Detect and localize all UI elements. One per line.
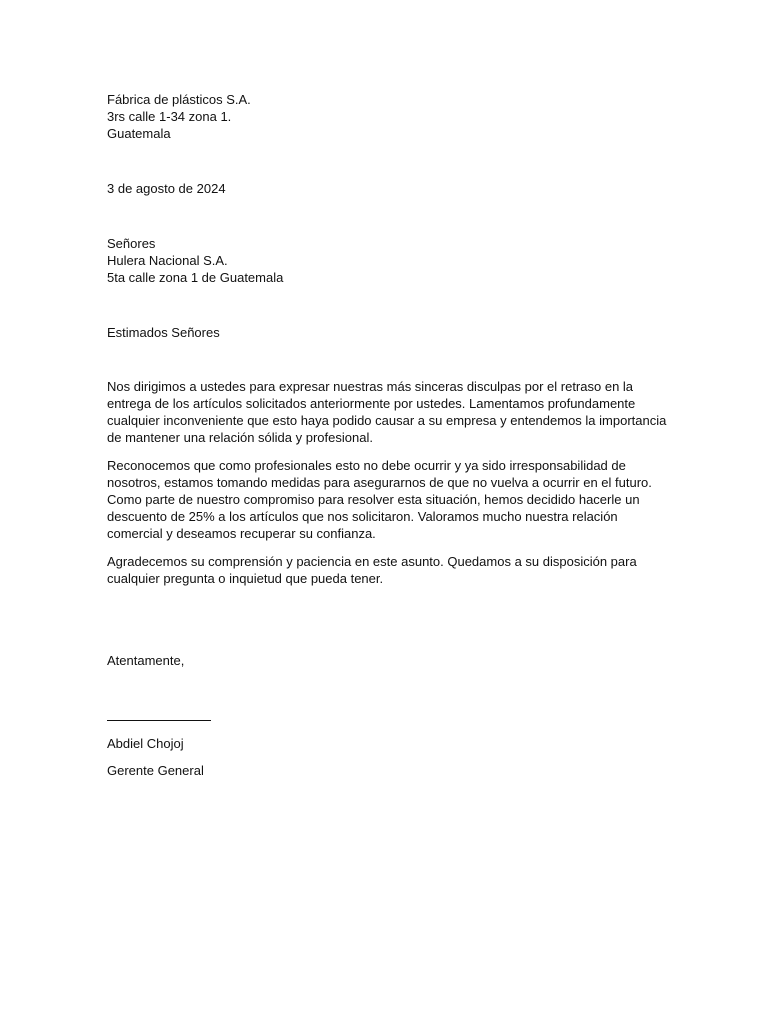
- sender-company: Fábrica de plásticos S.A.: [107, 92, 251, 107]
- signer-name: Abdiel Chojoj: [107, 736, 184, 751]
- letter-date: 3 de agosto de 2024: [107, 181, 226, 196]
- body-paragraph-1: Nos dirigimos a ustedes para expresar nuestras más sinceras disculpas por el retraso en la entrega de los artículos solicitados anteriormente por ustedes. Lamentamos profundamente cualquier inconveniente que esto haya podido causar a su empresa y entendemos la importancia de mantener una relación sólida y profesional.: [107, 379, 667, 445]
- body-paragraph-3: Agradecemos su comprensión y paciencia en este asunto. Quedamos a su disposición para cualquier pregunta o inquietud que pueda tener.: [107, 554, 637, 586]
- closing: Atentamente,: [107, 653, 185, 668]
- signer-title: Gerente General: [107, 763, 204, 778]
- sender-address: 3rs calle 1-34 zona 1.: [107, 109, 232, 124]
- body-paragraph-2: Reconocemos que como profesionales esto no debe ocurrir y ya sido irresponsabilidad de nosotros, estamos tomando medidas para asegurarnos de que no vuelva a ocurrir en el futuro. Como parte de nuestro compromiso para resolver esta situación, hemos decidido hacerle un descuento de 25% a los artículos que nos solicitaron. Valoramos mucho nuestra relación comercial y deseamos recuperar su confianza.: [107, 458, 652, 541]
- sender-country: Guatemala: [107, 126, 171, 141]
- recipient-address: 5ta calle zona 1 de Guatemala: [107, 270, 284, 285]
- recipient-salutation-line: Señores: [107, 236, 156, 251]
- recipient-company: Hulera Nacional S.A.: [107, 253, 228, 268]
- greeting: Estimados Señores: [107, 325, 220, 340]
- signature-line: [107, 720, 211, 721]
